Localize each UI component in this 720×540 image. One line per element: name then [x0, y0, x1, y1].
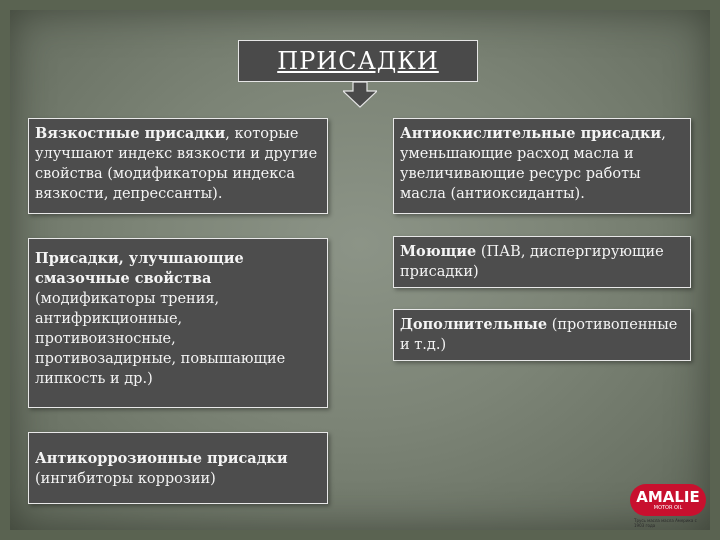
- additional-additives-box: [393, 309, 691, 361]
- lubricity-additives-text: (модификаторы трения, антифрикционные, противоизносные, противозадирные, повышающие липкость и др.): [35, 291, 286, 387]
- detergent-additives-box: [393, 236, 691, 288]
- antioxidant-additives-lead: Антиокислительные присадки: [400, 125, 662, 142]
- lubricity-additives-lead: Присадки, улучшающие смазочные свойства: [35, 250, 244, 287]
- logo-tagline: Трусь масла масла Америка с 1903 года: [634, 518, 697, 528]
- additional-additives-lead: Дополнительные: [400, 316, 548, 333]
- anticorrosion-additives-box: [28, 432, 328, 504]
- anticorrosion-additives-text: (ингибиторы коррозии): [35, 471, 216, 487]
- antioxidant-additives-box: [393, 118, 691, 214]
- amalie-logo: [630, 484, 706, 530]
- lubricity-additives-box: [28, 238, 328, 408]
- viscosity-additives-lead: Вязкостные присадки: [35, 125, 226, 142]
- logo-subtitle: MOTOR OIL: [653, 504, 683, 511]
- title-box: [238, 40, 478, 82]
- antioxidant-additives-text: , уменьшающие расход масла и увеличивающие ресурс работы масла (антиоксиданты).: [400, 126, 666, 202]
- detergent-additives-text: (ПАВ, диспергирующие присадки): [400, 244, 664, 280]
- viscosity-additives-text: , которые улучшают индекс вязкости и другие свойства (модификаторы индекса вязкости, депрессанты).: [35, 126, 318, 202]
- additional-additives-text: (противопенные и т.д.): [400, 317, 678, 353]
- detergent-additives-lead: Моющие: [400, 243, 477, 260]
- viscosity-additives-box: [28, 118, 328, 214]
- anticorrosion-additives-lead: Антикоррозионные присадки: [35, 450, 288, 467]
- logo-word: AMALIE: [636, 487, 700, 506]
- logo-badge: [630, 484, 706, 516]
- slide-title: ПРИСАДКИ: [277, 47, 439, 75]
- down-arrow-icon: [343, 82, 377, 108]
